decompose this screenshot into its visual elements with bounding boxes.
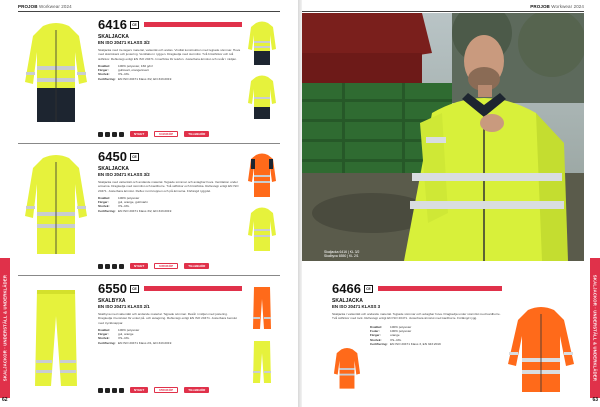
page-number: 62 bbox=[2, 397, 8, 403]
product-description: Skaljacka i vattentätt och andande material. Tejpade sömmar och avtagbar huva. Dragkedja under stormlist med kardborre. Två sidfickor med lock. Reflextejp enligt EN ISO 20471. Justerbara ärmslut med kardborre. Förlängd rygg. bbox=[332, 312, 501, 321]
accessories-link[interactable]: TILLBEHÖR bbox=[184, 387, 209, 393]
buy-link[interactable]: 6416/KÖP bbox=[154, 131, 178, 137]
product-info bbox=[98, 150, 242, 213]
spec-row: Certifiering: EN ISO 20471 Klass 3, EN 343:2019 bbox=[370, 341, 441, 346]
product-standard: EN ISO 20471 KLASS 3/2 bbox=[98, 40, 150, 45]
jacket-image-yellow bbox=[18, 152, 94, 260]
spec-row: Storlek: XS–4XL bbox=[98, 72, 130, 77]
spec-row: Färger: orange bbox=[370, 333, 400, 338]
bleach-icon bbox=[105, 388, 110, 393]
photo-caption: Skaljacka 6416 | KL 3/2 Skalbyxa 6550 | KL 2/1 bbox=[324, 250, 360, 259]
product-standard: EN ISO 20471 KLASS 2/1 bbox=[98, 304, 150, 309]
accent-bar bbox=[144, 22, 242, 27]
bleach-icon bbox=[105, 264, 110, 269]
running-head: PROJOB Workwear 2024 bbox=[530, 4, 584, 9]
ce-icon: CE bbox=[130, 285, 139, 293]
spec-row: Färger: gul, orange, gul/marin bbox=[98, 200, 148, 205]
accent-bar bbox=[378, 286, 502, 291]
new-badge: NYHET bbox=[130, 131, 148, 137]
spec-row: Storlek: XS–4XL bbox=[370, 337, 402, 342]
wash-icon bbox=[98, 388, 103, 393]
divider bbox=[18, 143, 280, 144]
variant-thumb[interactable] bbox=[244, 284, 280, 332]
iron-icon bbox=[112, 132, 117, 137]
right-page bbox=[302, 0, 600, 407]
spec-row: Foder: 100% polyester bbox=[370, 328, 412, 333]
product-block-6550 bbox=[18, 278, 280, 396]
ce-icon: CE bbox=[130, 21, 139, 29]
spec-list bbox=[98, 64, 242, 81]
iron-icon bbox=[112, 264, 117, 269]
spec-list bbox=[370, 325, 490, 347]
spec-list bbox=[98, 328, 242, 345]
product-standard: EN ISO 20471 KLASS 3/2 bbox=[98, 172, 150, 177]
variant-thumb[interactable] bbox=[244, 74, 280, 122]
ce-icon: CE bbox=[130, 153, 139, 161]
product-info bbox=[332, 282, 502, 346]
spec-row: Färger: gul/svart, orange/svart bbox=[98, 68, 149, 73]
article-number: 6450 bbox=[98, 149, 127, 164]
variant-thumb[interactable] bbox=[244, 206, 280, 254]
article-number: 6466 bbox=[332, 281, 361, 296]
dry-icon bbox=[119, 264, 124, 269]
spec-row: Certifiering: EN ISO 20471 Klass 3/2, EN 343:2019 bbox=[98, 208, 172, 213]
product-block-6416 bbox=[18, 14, 280, 140]
model-photo bbox=[302, 13, 584, 261]
new-badge: NYHET bbox=[130, 387, 148, 393]
spec-row: Certifiering: EN ISO 20471 Klass 3/2, EN 343:2019 bbox=[98, 76, 172, 81]
variant-thumbnails bbox=[244, 20, 280, 122]
wash-icon bbox=[98, 264, 103, 269]
buy-link[interactable]: 6450/KÖP bbox=[154, 263, 178, 269]
jacket-image-orange bbox=[504, 306, 578, 394]
spec-row: Kvalitet: 100% polyester bbox=[98, 327, 140, 332]
section-tab: SKALJACKOR · UNDERSTÄLL & UNDERKLÄDER bbox=[590, 258, 600, 398]
product-name: SKALBYXA bbox=[98, 298, 126, 304]
bleach-icon bbox=[105, 132, 110, 137]
product-block-6450 bbox=[18, 146, 280, 272]
dry-icon bbox=[119, 388, 124, 393]
divider bbox=[18, 275, 280, 276]
accessories-link[interactable]: TILLBEHÖR bbox=[184, 131, 209, 137]
product-description: Skalbyxa med vattentätt och andande material. Tejpade sömmar. Resår i midjan med justering. Dragkedja i benslutet för enkel på- och avtagning. Reflextejp enligt EN ISO 20471. Justerbara benslut med tryckknappar. bbox=[98, 312, 237, 325]
accessories-link[interactable]: TILLBEHÖR bbox=[184, 263, 209, 269]
care-icons bbox=[98, 131, 278, 137]
jacket-image-yellow-black bbox=[18, 20, 94, 128]
product-name: SKALJACKA bbox=[98, 166, 129, 172]
spec-row: Kvalitet: 100% polyester, 160 g/m² bbox=[98, 63, 154, 68]
spec-row: Kvalitet: 100% polyester bbox=[98, 195, 140, 200]
head-rule bbox=[18, 11, 280, 12]
iron-icon bbox=[112, 388, 117, 393]
ce-icon: CE bbox=[364, 285, 373, 293]
article-number: 6416 bbox=[98, 17, 127, 32]
product-standard: EN ISO 20471 KLASS 3 bbox=[332, 304, 381, 309]
page-number: 63 bbox=[592, 397, 598, 403]
product-info bbox=[98, 18, 242, 81]
spec-row: Storlek: XS–4XL bbox=[98, 204, 130, 209]
wash-icon bbox=[98, 132, 103, 137]
variant-thumbnails bbox=[244, 284, 280, 386]
spec-row: Färger: gul, orange bbox=[98, 332, 134, 337]
left-page bbox=[0, 0, 298, 407]
spec-list bbox=[98, 196, 242, 213]
product-name: SKALJACKA bbox=[98, 34, 129, 40]
variant-thumb[interactable] bbox=[244, 152, 280, 200]
spec-row: Certifiering: EN ISO 20471 Klass 2/1, EN 343:2019 bbox=[98, 340, 172, 345]
variant-thumb[interactable] bbox=[244, 20, 280, 68]
article-number: 6550 bbox=[98, 281, 127, 296]
variant-thumb[interactable] bbox=[244, 338, 280, 386]
new-badge: NYHET bbox=[130, 263, 148, 269]
dry-icon bbox=[119, 132, 124, 137]
variant-thumbnails bbox=[244, 152, 280, 254]
section-tab: SKALJACKOR · UNDERSTÄLL & UNDERKLÄDER bbox=[0, 258, 10, 398]
product-name: SKALJACKA bbox=[332, 298, 363, 304]
spec-row: Kvalitet: 100% polyester bbox=[370, 324, 412, 329]
head-rule bbox=[302, 11, 584, 12]
care-icons bbox=[98, 263, 278, 269]
accent-bar bbox=[144, 286, 242, 291]
trousers-image-yellow bbox=[18, 284, 94, 392]
product-description: Skaljacka med vattentätt och andande material. Tejpade sömmar och avtagbar huva. Ventilation under armarna. Dragkedja med stormlist och kardborre. Två sidfickor och bröstficka. Reflextejp enligt EN ISO 20471. Justerbara ärmslut. Reflex runt kroppen och på ärmarna. Förlängd ryggdel. bbox=[98, 180, 239, 193]
running-head: PROJOB Workwear 2024 bbox=[18, 4, 72, 9]
care-icons bbox=[98, 387, 278, 393]
buy-link[interactable]: 6550/KÖP bbox=[154, 387, 178, 393]
spec-row: Storlek: XS–4XL bbox=[98, 336, 130, 341]
variant-thumb[interactable] bbox=[332, 346, 362, 392]
product-description: Skaljacka med tre-lagers material, vattentät och andas. Vindtät konstruktion med tejpade sömmar. Huva med skärmkant och justering. Ventilation i ryggen. Dragkedja med stormlist. Två bröstfickor och två sidfickor. Reflextejp enligt EN ISO 20471. Innerficka för telefon. Justerbara ärmslut och resår i midjan. bbox=[98, 48, 241, 61]
product-block-6466 bbox=[332, 280, 584, 398]
product-info bbox=[98, 282, 242, 345]
